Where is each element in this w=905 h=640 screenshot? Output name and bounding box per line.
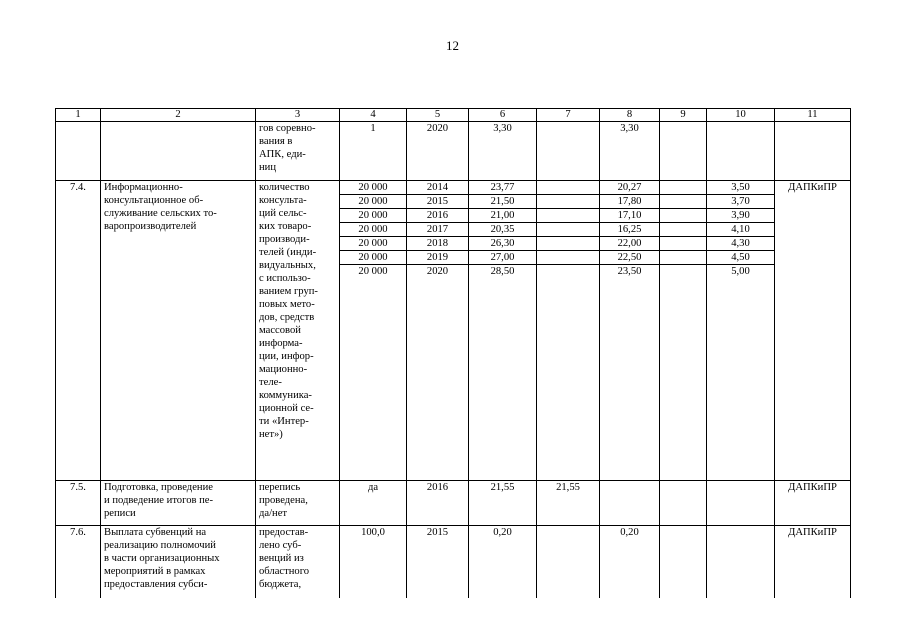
program-table	[55, 108, 851, 598]
activity-name: Выплата субвенций на реализацию полномочий в части организационных мероприятий в рамках предоставления субси-	[101, 526, 256, 598]
col-header-9: 9	[660, 109, 707, 122]
col-header-11: 11	[775, 109, 851, 122]
year-cell: 2016	[407, 481, 469, 526]
col-header-10: 10	[707, 109, 775, 122]
table-row-7-6	[56, 526, 851, 598]
federal-cell: 21,55	[537, 481, 600, 526]
responsible-cell: ДАПКиПР	[775, 481, 851, 526]
table-row-continued	[56, 122, 851, 181]
col-header-4: 4	[340, 109, 407, 122]
total-cell: 0,20	[469, 526, 537, 598]
col-header-3: 3	[256, 109, 340, 122]
indicator-cell: количество консульта- ций сельс- ких товаро- производи- телей (инди- видуальных, с использо- ванием груп- повых мето- дов, средств массовой информа- ции, инфор- мационно- теле- коммуника- ционной се- ти «Интер- нет»)	[256, 181, 340, 481]
col-header-7: 7	[537, 109, 600, 122]
header-row	[56, 109, 851, 122]
responsible-cell: ДАПКиПР	[775, 526, 851, 598]
col-header-2: 2	[101, 109, 256, 122]
col-header-5: 5	[407, 109, 469, 122]
row-number: 7.4.	[56, 181, 101, 481]
responsible-cell: ДАПКиПР	[775, 181, 851, 481]
budget-subcells: 20,27 17,80 17,10 16,25 22,00 22,50 23,50	[600, 181, 660, 481]
table-row-7-5	[56, 481, 851, 526]
row-number: 7.6.	[56, 526, 101, 598]
indicator-cell: предостав- лено суб- венций из областного бюджета,	[256, 526, 340, 598]
indicator-cell: гов соревно- вания в АПК, еди- ниц	[256, 122, 340, 181]
col-header-6: 6	[469, 109, 537, 122]
budget-cell: 3,30	[600, 122, 660, 181]
other-subcells: 3,50 3,70 3,90 4,10 4,30 4,50 5,00	[707, 181, 775, 481]
indicator-cell: перепись проведена, да/нет	[256, 481, 340, 526]
value-subcells: 20 000 20 000 20 000 20 000 20 000 20 000 20 000	[340, 181, 407, 481]
year-cell: 2015	[407, 526, 469, 598]
value-cell: 100,0	[340, 526, 407, 598]
budget-cell: 0,20	[600, 526, 660, 598]
value-cell: 1	[340, 122, 407, 181]
year-cell: 2020	[407, 122, 469, 181]
activity-name: Подготовка, проведение и подведение итогов пе- реписи	[101, 481, 256, 526]
year-subcells: 2014 2015 2016 2017 2018 2019 2020	[407, 181, 469, 481]
total-cell: 3,30	[469, 122, 537, 181]
value-cell: да	[340, 481, 407, 526]
total-cell: 21,55	[469, 481, 537, 526]
table-row-7-4	[56, 181, 851, 481]
col-header-8: 8	[600, 109, 660, 122]
col-header-1: 1	[56, 109, 101, 122]
activity-name: Информационно- консультационное об- служивание сельских то- варопроизводителей	[101, 181, 256, 481]
row-number: 7.5.	[56, 481, 101, 526]
page-number: 12	[446, 38, 459, 53]
total-subcells: 23,77 21,50 21,00 20,35 26,30 27,00 28,50	[469, 181, 537, 481]
